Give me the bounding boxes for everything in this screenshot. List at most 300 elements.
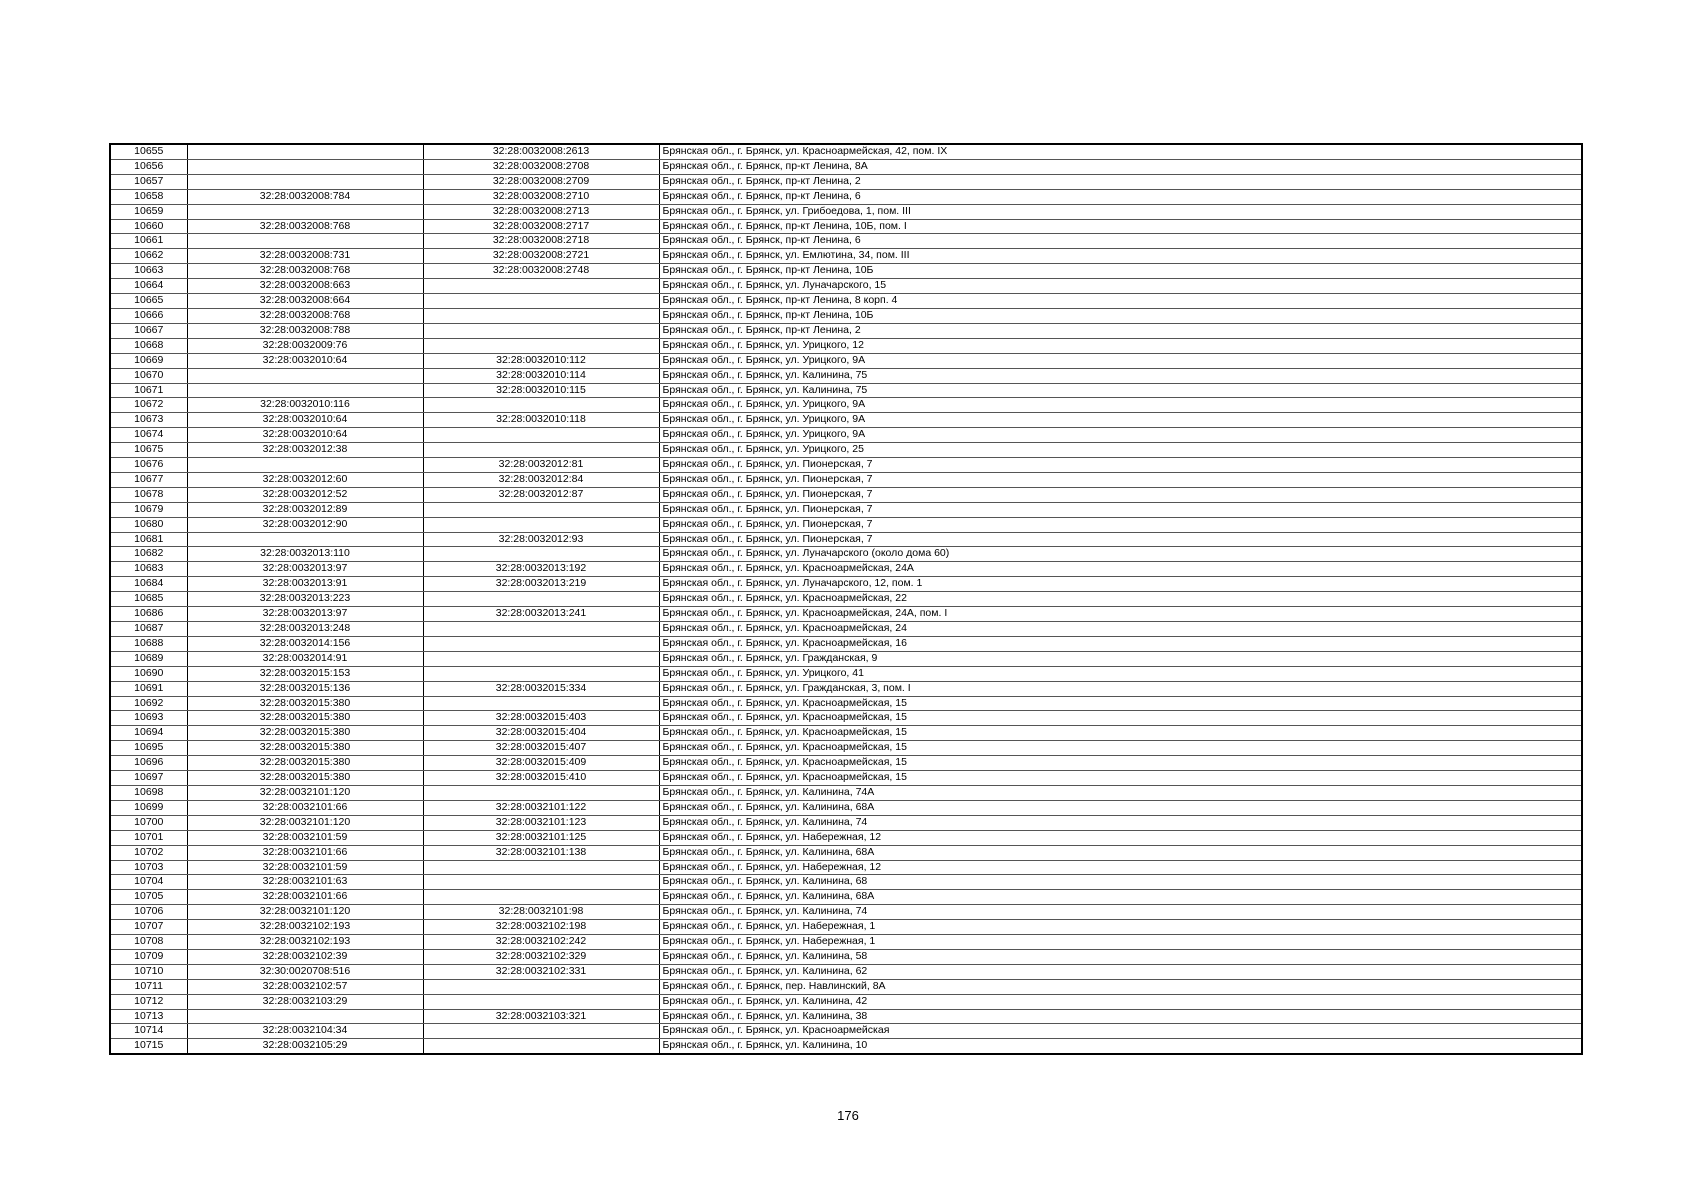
table-row <box>110 890 1582 905</box>
table-row <box>110 875 1582 890</box>
address-cell: Брянская обл., г. Брянск, ул. Пионерская, 7 <box>659 458 1582 473</box>
object-number-cell <box>423 636 659 651</box>
parcel-number-cell: 32:28:0032101:59 <box>187 830 423 845</box>
address-cell: Брянская обл., г. Брянск, ул. Калинина, 38 <box>659 1009 1582 1024</box>
row-number-cell: 10668 <box>110 338 187 353</box>
table-row <box>110 949 1582 964</box>
address-cell: Брянская обл., г. Брянск, ул. Урицкого, 41 <box>659 666 1582 681</box>
address-cell: Брянская обл., г. Брянск, ул. Красноармейская, 24А, пом. I <box>659 607 1582 622</box>
object-number-cell <box>423 622 659 637</box>
table-row <box>110 905 1582 920</box>
parcel-number-cell: 32:28:0032008:784 <box>187 189 423 204</box>
table-row <box>110 413 1582 428</box>
parcel-number-cell: 32:28:0032008:664 <box>187 294 423 309</box>
object-number-cell <box>423 696 659 711</box>
address-cell: Брянская обл., г. Брянск, пр-кт Ленина, 6 <box>659 234 1582 249</box>
row-number-cell: 10714 <box>110 1024 187 1039</box>
address-cell: Брянская обл., г. Брянск, ул. Красноармейская, 16 <box>659 636 1582 651</box>
address-cell: Брянская обл., г. Брянск, ул. Пионерская, 7 <box>659 517 1582 532</box>
table-row <box>110 636 1582 651</box>
table-row <box>110 622 1582 637</box>
object-number-cell <box>423 979 659 994</box>
address-cell: Брянская обл., г. Брянск, ул. Красноармейская, 15 <box>659 726 1582 741</box>
object-number-cell <box>423 651 659 666</box>
address-cell: Брянская обл., г. Брянск, ул. Гражданская, 3, пом. I <box>659 681 1582 696</box>
address-cell: Брянская обл., г. Брянск, ул. Набережная, 12 <box>659 830 1582 845</box>
parcel-number-cell: 32:28:0032101:120 <box>187 905 423 920</box>
parcel-number-cell: 32:28:0032013:248 <box>187 622 423 637</box>
object-number-cell: 32:28:0032012:81 <box>423 458 659 473</box>
object-number-cell <box>423 338 659 353</box>
object-number-cell: 32:28:0032008:2717 <box>423 219 659 234</box>
object-number-cell <box>423 890 659 905</box>
object-number-cell: 32:28:0032101:122 <box>423 800 659 815</box>
object-number-cell: 32:28:0032008:2613 <box>423 144 659 159</box>
address-cell: Брянская обл., г. Брянск, ул. Красноармейская, 15 <box>659 771 1582 786</box>
address-cell: Брянская обл., г. Брянск, ул. Красноармейская, 24 <box>659 622 1582 637</box>
row-number-cell: 10688 <box>110 636 187 651</box>
parcel-number-cell: 32:28:0032102:57 <box>187 979 423 994</box>
table-row <box>110 964 1582 979</box>
table-row <box>110 577 1582 592</box>
address-cell: Брянская обл., г. Брянск, ул. Красноармейская, 15 <box>659 696 1582 711</box>
parcel-number-cell: 32:28:0032101:120 <box>187 785 423 800</box>
address-cell: Брянская обл., г. Брянск, ул. Урицкого, 9А <box>659 428 1582 443</box>
parcel-number-cell: 32:28:0032012:60 <box>187 472 423 487</box>
address-cell: Брянская обл., г. Брянск, ул. Луначарского, 15 <box>659 279 1582 294</box>
table-row <box>110 443 1582 458</box>
address-cell: Брянская обл., г. Брянск, пр-кт Ленина, 10Б <box>659 308 1582 323</box>
row-number-cell: 10699 <box>110 800 187 815</box>
object-number-cell <box>423 785 659 800</box>
table-row <box>110 1024 1582 1039</box>
address-cell: Брянская обл., г. Брянск, ул. Калинина, 75 <box>659 368 1582 383</box>
object-number-cell: 32:28:0032015:334 <box>423 681 659 696</box>
parcel-number-cell: 32:28:0032008:768 <box>187 264 423 279</box>
object-number-cell: 32:28:0032008:2710 <box>423 189 659 204</box>
object-number-cell: 32:28:0032008:2713 <box>423 204 659 219</box>
parcel-number-cell: 32:28:0032010:64 <box>187 413 423 428</box>
object-number-cell: 32:28:0032012:87 <box>423 487 659 502</box>
object-number-cell <box>423 443 659 458</box>
table-row <box>110 174 1582 189</box>
address-cell: Брянская обл., г. Брянск, ул. Пионерская, 7 <box>659 502 1582 517</box>
parcel-number-cell: 32:28:0032008:663 <box>187 279 423 294</box>
row-number-cell: 10693 <box>110 711 187 726</box>
parcel-number-cell: 32:28:0032015:380 <box>187 696 423 711</box>
row-number-cell: 10683 <box>110 562 187 577</box>
object-number-cell: 32:28:0032102:329 <box>423 949 659 964</box>
table-body <box>110 144 1582 1054</box>
object-number-cell <box>423 308 659 323</box>
address-cell: Брянская обл., г. Брянск, пр-кт Ленина, 6 <box>659 189 1582 204</box>
address-cell: Брянская обл., г. Брянск, ул. Красноармейская, 15 <box>659 756 1582 771</box>
object-number-cell: 32:28:0032013:192 <box>423 562 659 577</box>
row-number-cell: 10677 <box>110 472 187 487</box>
table-row <box>110 562 1582 577</box>
parcel-number-cell <box>187 204 423 219</box>
table-row <box>110 830 1582 845</box>
row-number-cell: 10665 <box>110 294 187 309</box>
object-number-cell: 32:28:0032010:112 <box>423 353 659 368</box>
parcel-number-cell: 32:28:0032008:768 <box>187 308 423 323</box>
parcel-number-cell <box>187 532 423 547</box>
table-row <box>110 517 1582 532</box>
object-number-cell: 32:28:0032008:2718 <box>423 234 659 249</box>
parcel-number-cell: 32:28:0032013:97 <box>187 562 423 577</box>
row-number-cell: 10712 <box>110 994 187 1009</box>
row-number-cell: 10674 <box>110 428 187 443</box>
parcel-number-cell: 32:28:0032102:193 <box>187 920 423 935</box>
parcel-number-cell: 32:28:0032105:29 <box>187 1039 423 1054</box>
object-number-cell: 32:28:0032013:241 <box>423 607 659 622</box>
object-number-cell <box>423 592 659 607</box>
row-number-cell: 10656 <box>110 159 187 174</box>
table-row <box>110 338 1582 353</box>
address-cell: Брянская обл., г. Брянск, пер. Навлинский, 8А <box>659 979 1582 994</box>
table-row <box>110 368 1582 383</box>
parcel-number-cell: 32:28:0032014:156 <box>187 636 423 651</box>
parcel-number-cell: 32:28:0032010:64 <box>187 428 423 443</box>
object-number-cell: 32:28:0032103:321 <box>423 1009 659 1024</box>
object-number-cell: 32:28:0032012:84 <box>423 472 659 487</box>
address-cell: Брянская обл., г. Брянск, ул. Калинина, 68А <box>659 800 1582 815</box>
parcel-number-cell: 32:28:0032015:380 <box>187 756 423 771</box>
address-cell: Брянская обл., г. Брянск, ул. Луначарского (около дома 60) <box>659 547 1582 562</box>
table-row <box>110 547 1582 562</box>
row-number-cell: 10698 <box>110 785 187 800</box>
parcel-number-cell: 32:28:0032013:97 <box>187 607 423 622</box>
row-number-cell: 10671 <box>110 383 187 398</box>
address-cell: Брянская обл., г. Брянск, ул. Калинина, 68А <box>659 845 1582 860</box>
table-row <box>110 472 1582 487</box>
table-row <box>110 159 1582 174</box>
row-number-cell: 10661 <box>110 234 187 249</box>
address-cell: Брянская обл., г. Брянск, ул. Набережная, 1 <box>659 920 1582 935</box>
row-number-cell: 10670 <box>110 368 187 383</box>
row-number-cell: 10708 <box>110 935 187 950</box>
address-cell: Брянская обл., г. Брянск, ул. Красноармейская, 42, пом. IX <box>659 144 1582 159</box>
object-number-cell <box>423 502 659 517</box>
table-row <box>110 651 1582 666</box>
object-number-cell: 32:28:0032102:198 <box>423 920 659 935</box>
parcel-number-cell: 32:30:0020708:516 <box>187 964 423 979</box>
page-number: 176 <box>837 1108 859 1123</box>
table-row <box>110 353 1582 368</box>
table-row <box>110 428 1582 443</box>
row-number-cell: 10704 <box>110 875 187 890</box>
address-cell: Брянская обл., г. Брянск, ул. Калинина, 68 <box>659 875 1582 890</box>
parcel-number-cell: 32:28:0032010:64 <box>187 353 423 368</box>
parcel-number-cell: 32:28:0032012:52 <box>187 487 423 502</box>
parcel-number-cell: 32:28:0032103:29 <box>187 994 423 1009</box>
table-row <box>110 383 1582 398</box>
object-number-cell: 32:28:0032010:114 <box>423 368 659 383</box>
parcel-number-cell <box>187 144 423 159</box>
table-row <box>110 1039 1582 1054</box>
row-number-cell: 10663 <box>110 264 187 279</box>
object-number-cell: 32:28:0032010:115 <box>423 383 659 398</box>
table-row <box>110 741 1582 756</box>
parcel-number-cell: 32:28:0032102:39 <box>187 949 423 964</box>
address-cell: Брянская обл., г. Брянск, ул. Пионерская, 7 <box>659 487 1582 502</box>
object-number-cell: 32:28:0032013:219 <box>423 577 659 592</box>
parcel-number-cell: 32:28:0032015:380 <box>187 741 423 756</box>
table-row <box>110 771 1582 786</box>
address-cell: Брянская обл., г. Брянск, ул. Красноармейская, 15 <box>659 741 1582 756</box>
table-row <box>110 592 1582 607</box>
address-cell: Брянская обл., г. Брянск, ул. Калинина, 58 <box>659 949 1582 964</box>
address-cell: Брянская обл., г. Брянск, ул. Пионерская, 7 <box>659 472 1582 487</box>
row-number-cell: 10703 <box>110 860 187 875</box>
address-cell: Брянская обл., г. Брянск, ул. Красноармейская, 15 <box>659 711 1582 726</box>
table-row <box>110 800 1582 815</box>
parcel-number-cell: 32:28:0032014:91 <box>187 651 423 666</box>
table-row <box>110 994 1582 1009</box>
parcel-number-cell: 32:28:0032101:66 <box>187 890 423 905</box>
cadastral-table <box>109 143 1583 1055</box>
table-row <box>110 458 1582 473</box>
parcel-number-cell: 32:28:0032101:120 <box>187 815 423 830</box>
row-number-cell: 10694 <box>110 726 187 741</box>
row-number-cell: 10715 <box>110 1039 187 1054</box>
object-number-cell <box>423 398 659 413</box>
address-cell: Брянская обл., г. Брянск, ул. Красноармейская, 22 <box>659 592 1582 607</box>
table-row <box>110 249 1582 264</box>
row-number-cell: 10672 <box>110 398 187 413</box>
row-number-cell: 10695 <box>110 741 187 756</box>
row-number-cell: 10691 <box>110 681 187 696</box>
row-number-cell: 10692 <box>110 696 187 711</box>
address-cell: Брянская обл., г. Брянск, ул. Грибоедова, 1, пом. III <box>659 204 1582 219</box>
parcel-number-cell: 32:28:0032015:380 <box>187 726 423 741</box>
row-number-cell: 10711 <box>110 979 187 994</box>
table-row <box>110 204 1582 219</box>
object-number-cell: 32:28:0032015:403 <box>423 711 659 726</box>
address-cell: Брянская обл., г. Брянск, ул. Урицкого, 9А <box>659 353 1582 368</box>
table-row <box>110 845 1582 860</box>
object-number-cell: 32:28:0032008:2721 <box>423 249 659 264</box>
address-cell: Брянская обл., г. Брянск, ул. Красноармейская, 24А <box>659 562 1582 577</box>
table-row <box>110 532 1582 547</box>
parcel-number-cell <box>187 1009 423 1024</box>
object-number-cell <box>423 860 659 875</box>
parcel-number-cell: 32:28:0032101:59 <box>187 860 423 875</box>
object-number-cell: 32:28:0032008:2748 <box>423 264 659 279</box>
table-row <box>110 681 1582 696</box>
row-number-cell: 10696 <box>110 756 187 771</box>
table-row <box>110 487 1582 502</box>
parcel-number-cell: 32:28:0032015:380 <box>187 771 423 786</box>
row-number-cell: 10678 <box>110 487 187 502</box>
parcel-number-cell <box>187 368 423 383</box>
object-number-cell: 32:28:0032102:242 <box>423 935 659 950</box>
row-number-cell: 10686 <box>110 607 187 622</box>
object-number-cell <box>423 428 659 443</box>
object-number-cell: 32:28:0032008:2708 <box>423 159 659 174</box>
table-row <box>110 920 1582 935</box>
object-number-cell <box>423 666 659 681</box>
object-number-cell <box>423 1024 659 1039</box>
row-number-cell: 10664 <box>110 279 187 294</box>
table-row <box>110 726 1582 741</box>
address-cell: Брянская обл., г. Брянск, пр-кт Ленина, 8А <box>659 159 1582 174</box>
table-row <box>110 323 1582 338</box>
row-number-cell: 10667 <box>110 323 187 338</box>
address-cell: Брянская обл., г. Брянск, ул. Калинина, 75 <box>659 383 1582 398</box>
address-cell: Брянская обл., г. Брянск, ул. Урицкого, 9А <box>659 398 1582 413</box>
row-number-cell: 10687 <box>110 622 187 637</box>
address-cell: Брянская обл., г. Брянск, ул. Гражданская, 9 <box>659 651 1582 666</box>
table-row <box>110 234 1582 249</box>
object-number-cell: 32:28:0032015:409 <box>423 756 659 771</box>
address-cell: Брянская обл., г. Брянск, ул. Калинина, 68А <box>659 890 1582 905</box>
table-row <box>110 696 1582 711</box>
address-cell: Брянская обл., г. Брянск, ул. Пионерская, 7 <box>659 532 1582 547</box>
row-number-cell: 10705 <box>110 890 187 905</box>
object-number-cell: 32:28:0032102:331 <box>423 964 659 979</box>
row-number-cell: 10685 <box>110 592 187 607</box>
address-cell: Брянская обл., г. Брянск, ул. Набережная, 1 <box>659 935 1582 950</box>
address-cell: Брянская обл., г. Брянск, ул. Емлютина, 34, пом. III <box>659 249 1582 264</box>
address-cell: Брянская обл., г. Брянск, пр-кт Ленина, 2 <box>659 323 1582 338</box>
address-cell: Брянская обл., г. Брянск, ул. Урицкого, 9А <box>659 413 1582 428</box>
table-row <box>110 308 1582 323</box>
row-number-cell: 10662 <box>110 249 187 264</box>
table-row <box>110 785 1582 800</box>
row-number-cell: 10659 <box>110 204 187 219</box>
object-number-cell <box>423 875 659 890</box>
address-cell: Брянская обл., г. Брянск, ул. Набережная, 12 <box>659 860 1582 875</box>
table-row <box>110 666 1582 681</box>
row-number-cell: 10676 <box>110 458 187 473</box>
address-cell: Брянская обл., г. Брянск, ул. Калинина, 74 <box>659 815 1582 830</box>
address-cell: Брянская обл., г. Брянск, ул. Калинина, 62 <box>659 964 1582 979</box>
address-cell: Брянская обл., г. Брянск, пр-кт Ленина, 10Б, пом. I <box>659 219 1582 234</box>
table-row <box>110 979 1582 994</box>
table-row <box>110 144 1582 159</box>
parcel-number-cell: 32:28:0032008:788 <box>187 323 423 338</box>
row-number-cell: 10689 <box>110 651 187 666</box>
row-number-cell: 10679 <box>110 502 187 517</box>
address-cell: Брянская обл., г. Брянск, ул. Калинина, 74А <box>659 785 1582 800</box>
table-row <box>110 398 1582 413</box>
table-row <box>110 219 1582 234</box>
row-number-cell: 10669 <box>110 353 187 368</box>
parcel-number-cell: 32:28:0032012:90 <box>187 517 423 532</box>
table-row <box>110 607 1582 622</box>
row-number-cell: 10658 <box>110 189 187 204</box>
row-number-cell: 10710 <box>110 964 187 979</box>
parcel-number-cell: 32:28:0032009:76 <box>187 338 423 353</box>
row-number-cell: 10657 <box>110 174 187 189</box>
row-number-cell: 10675 <box>110 443 187 458</box>
object-number-cell <box>423 1039 659 1054</box>
row-number-cell: 10684 <box>110 577 187 592</box>
address-cell: Брянская обл., г. Брянск, ул. Калинина, 10 <box>659 1039 1582 1054</box>
object-number-cell: 32:28:0032010:118 <box>423 413 659 428</box>
address-cell: Брянская обл., г. Брянск, ул. Урицкого, 25 <box>659 443 1582 458</box>
row-number-cell: 10706 <box>110 905 187 920</box>
row-number-cell: 10713 <box>110 1009 187 1024</box>
parcel-number-cell: 32:28:0032101:66 <box>187 800 423 815</box>
parcel-number-cell <box>187 159 423 174</box>
object-number-cell: 32:28:0032008:2709 <box>423 174 659 189</box>
parcel-number-cell <box>187 383 423 398</box>
object-number-cell: 32:28:0032012:93 <box>423 532 659 547</box>
address-cell: Брянская обл., г. Брянск, ул. Луначарского, 12, пом. 1 <box>659 577 1582 592</box>
table-row <box>110 711 1582 726</box>
parcel-number-cell: 32:28:0032013:91 <box>187 577 423 592</box>
row-number-cell: 10690 <box>110 666 187 681</box>
object-number-cell <box>423 279 659 294</box>
parcel-number-cell: 32:28:0032013:223 <box>187 592 423 607</box>
parcel-number-cell <box>187 458 423 473</box>
object-number-cell: 32:28:0032015:404 <box>423 726 659 741</box>
table-row <box>110 279 1582 294</box>
address-cell: Брянская обл., г. Брянск, ул. Красноармейская <box>659 1024 1582 1039</box>
parcel-number-cell: 32:28:0032104:34 <box>187 1024 423 1039</box>
object-number-cell: 32:28:0032101:138 <box>423 845 659 860</box>
table-row <box>110 294 1582 309</box>
object-number-cell <box>423 547 659 562</box>
object-number-cell: 32:28:0032101:125 <box>423 830 659 845</box>
row-number-cell: 10655 <box>110 144 187 159</box>
object-number-cell: 32:28:0032101:98 <box>423 905 659 920</box>
parcel-number-cell: 32:28:0032012:89 <box>187 502 423 517</box>
table-row <box>110 756 1582 771</box>
row-number-cell: 10673 <box>110 413 187 428</box>
table-row <box>110 264 1582 279</box>
parcel-number-cell: 32:28:0032015:153 <box>187 666 423 681</box>
object-number-cell <box>423 994 659 1009</box>
parcel-number-cell: 32:28:0032010:116 <box>187 398 423 413</box>
object-number-cell: 32:28:0032015:410 <box>423 771 659 786</box>
object-number-cell: 32:28:0032101:123 <box>423 815 659 830</box>
row-number-cell: 10681 <box>110 532 187 547</box>
row-number-cell: 10697 <box>110 771 187 786</box>
row-number-cell: 10680 <box>110 517 187 532</box>
parcel-number-cell <box>187 174 423 189</box>
address-cell: Брянская обл., г. Брянск, ул. Калинина, 74 <box>659 905 1582 920</box>
address-cell: Брянская обл., г. Брянск, пр-кт Ленина, 2 <box>659 174 1582 189</box>
parcel-number-cell: 32:28:0032008:731 <box>187 249 423 264</box>
parcel-number-cell: 32:28:0032102:193 <box>187 935 423 950</box>
row-number-cell: 10707 <box>110 920 187 935</box>
row-number-cell: 10660 <box>110 219 187 234</box>
table-row <box>110 815 1582 830</box>
table-row <box>110 935 1582 950</box>
address-cell: Брянская обл., г. Брянск, пр-кт Ленина, 8 корп. 4 <box>659 294 1582 309</box>
address-cell: Брянская обл., г. Брянск, ул. Урицкого, 12 <box>659 338 1582 353</box>
parcel-number-cell: 32:28:0032101:63 <box>187 875 423 890</box>
row-number-cell: 10682 <box>110 547 187 562</box>
row-number-cell: 10709 <box>110 949 187 964</box>
row-number-cell: 10700 <box>110 815 187 830</box>
table-row <box>110 860 1582 875</box>
parcel-number-cell: 32:28:0032008:768 <box>187 219 423 234</box>
parcel-number-cell: 32:28:0032013:110 <box>187 547 423 562</box>
row-number-cell: 10701 <box>110 830 187 845</box>
parcel-number-cell: 32:28:0032015:136 <box>187 681 423 696</box>
address-cell: Брянская обл., г. Брянск, пр-кт Ленина, 10Б <box>659 264 1582 279</box>
row-number-cell: 10702 <box>110 845 187 860</box>
object-number-cell: 32:28:0032015:407 <box>423 741 659 756</box>
parcel-number-cell: 32:28:0032101:66 <box>187 845 423 860</box>
table-row <box>110 1009 1582 1024</box>
object-number-cell <box>423 517 659 532</box>
table-row <box>110 502 1582 517</box>
